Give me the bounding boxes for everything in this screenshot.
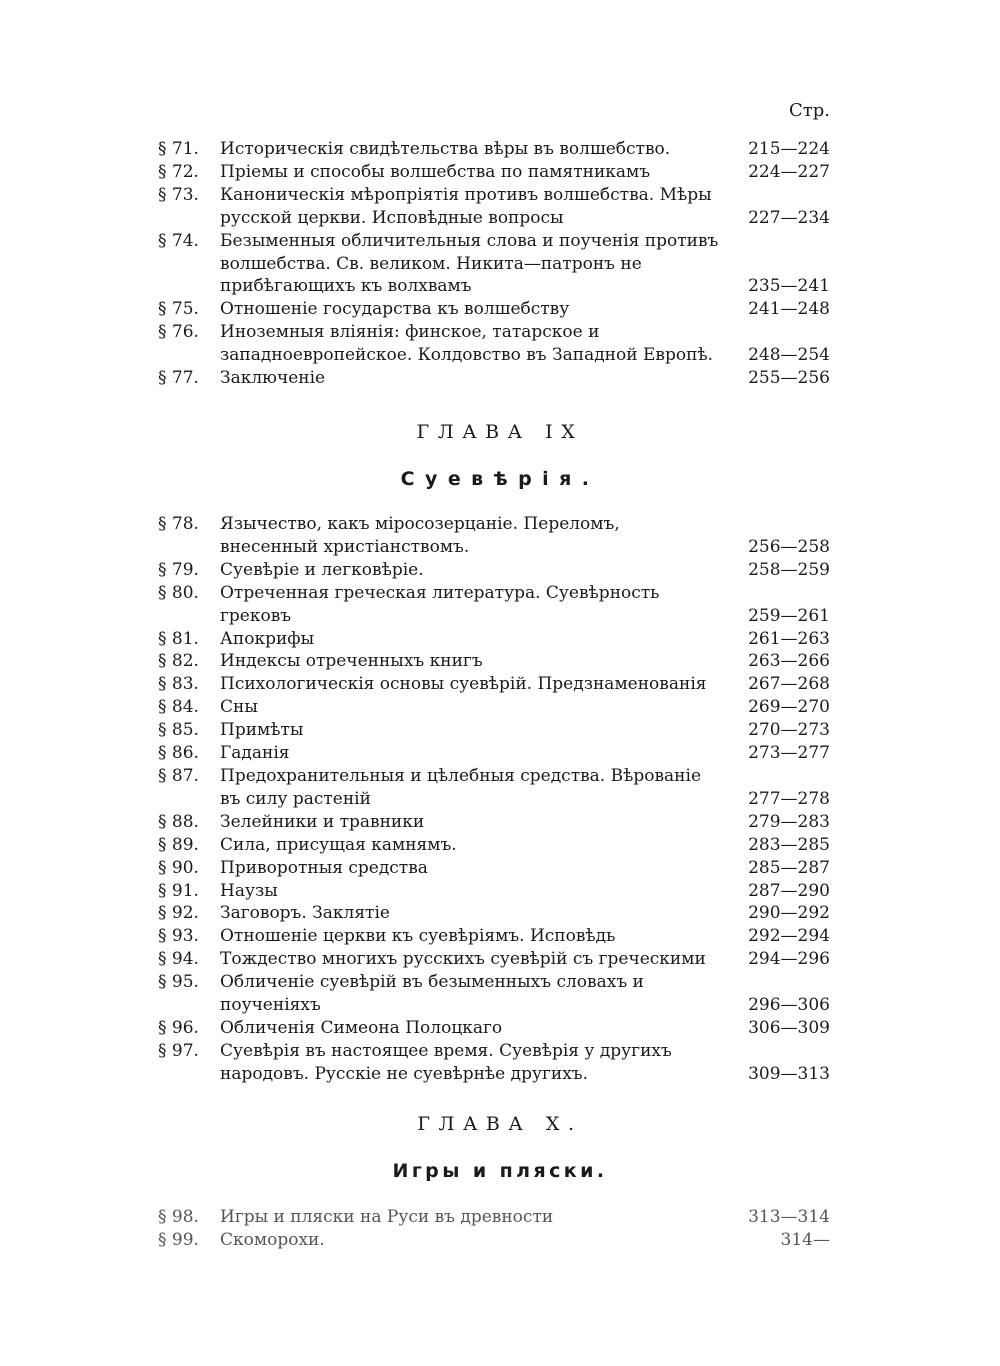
entry-title: Историческія свидѣтельства вѣры въ волшебство.: [220, 139, 671, 159]
toc-entry: [158, 1040, 838, 1086]
toc-entry: [158, 948, 838, 971]
entry-title: Сила, присущая камнямъ.: [220, 834, 457, 855]
entry-pages: 255—256: [748, 368, 830, 389]
entry-number: § 87.: [158, 765, 199, 786]
entry-pages: 235—241: [748, 276, 830, 297]
chapter-x-subtitle: Игры и пляски.: [392, 1160, 608, 1182]
toc-entry: [158, 673, 838, 696]
entry-title: Обличеніе суевѣрій въ безыменныхъ словахъ и поученіяхъ: [220, 972, 644, 1016]
entry-pages: 292—294: [748, 926, 830, 947]
entry-title: Тождество многихъ русскихъ суевѣрій съ греческими: [220, 949, 706, 970]
entry-number: § 92.: [158, 903, 199, 924]
entry-number: § 71.: [158, 139, 199, 159]
entry-title: Скоморохи.: [220, 1229, 325, 1250]
entry-pages: 313—314: [748, 1207, 830, 1227]
toc-entry: [158, 650, 838, 673]
toc-section-ix: [158, 513, 838, 1086]
toc-entry: [158, 834, 838, 857]
entry-pages: 261—263: [748, 628, 830, 649]
entry-pages: 248—254: [748, 345, 830, 366]
entry-title: Язычество, какъ міросозерцаніе. Переломъ, внесенный христіанствомъ.: [220, 514, 620, 557]
entry-number: § 89.: [158, 834, 199, 855]
entry-number: § 95.: [158, 972, 199, 993]
entry-pages: 277—278: [748, 788, 830, 809]
toc-entry: [158, 902, 838, 925]
entry-number: § 82.: [158, 651, 199, 672]
chapter-ix-subtitle: Суевѣрія.: [400, 468, 600, 490]
toc-entry: [158, 184, 838, 230]
entry-title: Отреченная греческая литература. Суевѣрность грековъ: [220, 582, 660, 626]
page-column-header: Стр.: [789, 100, 830, 121]
entry-title: Иноземныя вліянія: финское, татарское и западноевропейское. Колдовство въ Западной Европѣ.: [220, 322, 714, 366]
toc-entry: [158, 628, 838, 651]
toc-entry: [158, 765, 838, 811]
entry-title: Апокрифы: [220, 628, 315, 649]
entry-title: Предохранительныя и цѣлебныя средства. Вѣрованіе въ силу растеній: [220, 765, 702, 809]
entry-number: § 79.: [158, 559, 199, 580]
toc-entry: [158, 1017, 838, 1040]
entry-title: Каноническія мѣропріятія противъ волшебства. Мѣры русской церкви. Исповѣдные вопросы: [220, 184, 712, 228]
entry-number: § 78.: [158, 514, 199, 534]
toc-entry: [158, 582, 838, 628]
entry-number: § 97.: [158, 1040, 199, 1061]
entry-number: § 81.: [158, 628, 199, 649]
entry-number: § 80.: [158, 582, 199, 603]
entry-number: § 86.: [158, 743, 199, 764]
toc-entry: [158, 559, 838, 582]
toc-entry: [158, 230, 838, 299]
entry-number: § 94.: [158, 949, 199, 970]
entry-title: Заговоръ. Заклятіе: [220, 903, 390, 924]
entry-title: Заключеніе: [220, 368, 326, 389]
entry-number: § 98.: [158, 1207, 199, 1227]
entry-title: Суевѣрія въ настоящее время. Суевѣрія у другихъ народовъ. Русскіе не суевѣрнѣе другихъ.: [220, 1040, 672, 1084]
toc-entry: [158, 161, 838, 184]
entry-pages: 294—296: [748, 949, 830, 970]
entry-number: § 77.: [158, 368, 199, 389]
entry-pages: 270—273: [748, 720, 830, 741]
entry-number: § 76.: [158, 322, 199, 343]
entry-title: Наузы: [220, 880, 278, 901]
entry-title: Безыменныя обличительныя слова и поученія противъ волшебства. Св. великом. Никита—патронъ не прибѣгающихъ къ волхвамъ: [220, 230, 719, 297]
entry-number: § 88.: [158, 811, 199, 832]
entry-pages: 296—306: [748, 995, 830, 1016]
entry-pages: 290—292: [748, 903, 830, 924]
entry-title: Пріемы и способы волшебства по памятникамъ: [220, 161, 651, 182]
chapter-ix-title: ГЛАВА IX: [416, 421, 584, 443]
entry-number: § 91.: [158, 880, 199, 901]
toc-entry: [158, 742, 838, 765]
entry-number: § 84.: [158, 697, 199, 718]
entry-number: § 73.: [158, 184, 199, 205]
entry-title: Суевѣріе и легковѣріе.: [220, 559, 424, 580]
entry-pages: 309—313: [748, 1063, 830, 1084]
entry-pages: 259—261: [748, 605, 830, 626]
entry-pages: 285—287: [748, 857, 830, 878]
entry-title: Обличенія Симеона Полоцкаго: [220, 1017, 503, 1038]
entry-pages: 215—224: [748, 139, 830, 159]
entry-number: § 72.: [158, 161, 199, 182]
entry-number: § 85.: [158, 720, 199, 741]
entry-title: Игры и пляски на Руси въ древности: [220, 1207, 554, 1227]
entry-pages: 314—: [780, 1229, 830, 1250]
toc-entry: [158, 925, 838, 948]
entry-number: § 74.: [158, 230, 199, 251]
toc-entry: [158, 811, 838, 834]
entry-title: Отношеніе церкви къ суевѣріямъ. Исповѣдь: [220, 926, 616, 947]
entry-pages: 279—283: [748, 811, 830, 832]
entry-pages: 306—309: [748, 1017, 830, 1038]
entry-title: Примѣты: [220, 720, 304, 741]
toc-entry: [158, 513, 838, 559]
toc-entry: [158, 367, 838, 390]
toc-entry: [158, 1206, 838, 1229]
toc-entry: [158, 857, 838, 880]
entry-number: § 99.: [158, 1229, 199, 1250]
entry-number: § 83.: [158, 674, 199, 695]
entry-title: Отношеніе государства къ волшебству: [220, 299, 570, 320]
entry-title: Психологическія основы суевѣрій. Предзнаменованія: [220, 674, 707, 695]
entry-pages: 273—277: [748, 743, 830, 764]
entry-title: Зелейники и травники: [220, 811, 425, 832]
entry-title: Индексы отреченныхъ книгъ: [220, 651, 483, 672]
toc-section-x: [158, 1206, 838, 1252]
toc-entry: [158, 971, 838, 1017]
entry-pages: 269—270: [748, 697, 830, 718]
entry-title: Сны: [220, 697, 258, 718]
entry-pages: 287—290: [748, 880, 830, 901]
entry-number: § 93.: [158, 926, 199, 947]
entry-pages: 267—268: [748, 674, 830, 695]
entry-title: Гаданія: [220, 743, 290, 764]
entry-number: § 90.: [158, 857, 199, 878]
entry-pages: 258—259: [748, 559, 830, 580]
toc-entry: [158, 1229, 838, 1252]
toc-entry: [158, 696, 838, 719]
toc-entry: [158, 719, 838, 742]
entry-pages: 256—258: [748, 536, 830, 557]
chapter-x-title: ГЛАВА X.: [417, 1113, 583, 1135]
entry-pages: 241—248: [748, 299, 830, 320]
entry-title: Приворотныя средства: [220, 857, 428, 878]
entry-pages: 224—227: [748, 161, 830, 182]
toc-section-viii: [158, 138, 838, 390]
entry-number: § 75.: [158, 299, 199, 320]
entry-pages: 263—266: [748, 651, 830, 672]
toc-entry: [158, 880, 838, 903]
toc-entry: [158, 298, 838, 321]
toc-entry: [158, 138, 838, 161]
entry-pages: 227—234: [748, 207, 830, 228]
entry-pages: 283—285: [748, 834, 830, 855]
toc-entry: [158, 321, 838, 367]
entry-number: § 96.: [158, 1017, 199, 1038]
